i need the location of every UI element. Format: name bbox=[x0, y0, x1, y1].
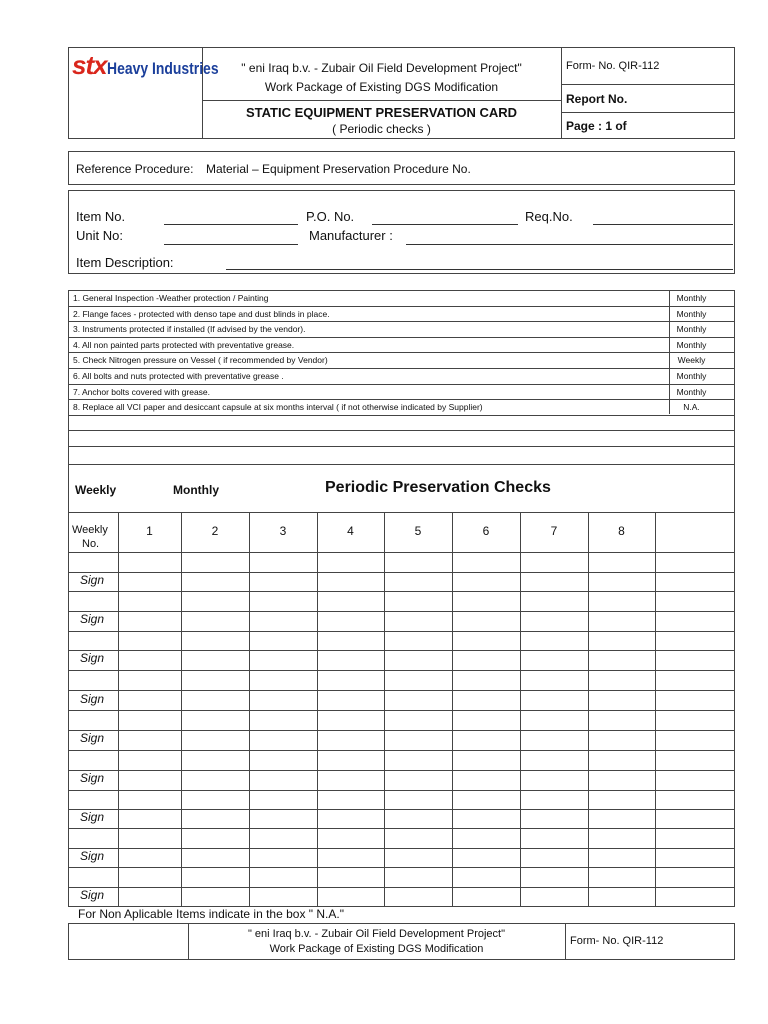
check-item-frequency: Monthly bbox=[676, 324, 707, 335]
footer-package-line: Work Package of Existing DGS Modification bbox=[269, 943, 484, 955]
po-no-label: P.O. No. bbox=[306, 209, 355, 224]
column-header: 2 bbox=[211, 524, 219, 538]
weekly-no-label-1: Weekly bbox=[72, 524, 108, 536]
check-item-frequency: Monthly bbox=[676, 371, 707, 381]
footer-form-number: Form- No. QIR-112 bbox=[570, 935, 664, 947]
unit-no-field[interactable] bbox=[164, 244, 298, 245]
check-item-text: 4. All non painted parts protected with preventative grease. bbox=[73, 339, 295, 350]
item-no-field[interactable] bbox=[164, 224, 298, 225]
package-line: Work Package of Existing DGS Modification bbox=[264, 80, 499, 94]
sign-label: Sign bbox=[80, 810, 105, 824]
weekly-no-label-2: No. bbox=[82, 538, 100, 550]
card-subtitle: ( Periodic checks ) bbox=[332, 122, 431, 136]
form-number: Form- No. QIR-112 bbox=[566, 60, 660, 72]
item-description-label: Item Description: bbox=[76, 255, 174, 270]
item-description-field[interactable] bbox=[226, 269, 733, 270]
check-item-frequency: N.A. bbox=[683, 402, 700, 413]
report-number: Report No. bbox=[566, 92, 628, 106]
sign-label: Sign bbox=[80, 692, 105, 706]
check-item-text: 3. Instruments protected if installed (If advised by the vendor). bbox=[73, 324, 306, 335]
card-title: STATIC EQUIPMENT PRESERVATION CARD bbox=[245, 105, 518, 120]
sign-label: Sign bbox=[80, 849, 105, 863]
sign-label: Sign bbox=[80, 573, 105, 587]
check-item-frequency: Weekly bbox=[677, 355, 706, 366]
check-item-frequency: Monthly bbox=[676, 293, 707, 303]
weekly-label: Weekly bbox=[75, 483, 117, 497]
column-header: 6 bbox=[482, 524, 490, 538]
manufacturer-label: Manufacturer : bbox=[309, 228, 393, 243]
check-item-frequency: Monthly bbox=[676, 308, 707, 319]
column-header: 7 bbox=[550, 524, 558, 538]
sign-label: Sign bbox=[80, 731, 105, 745]
po-no-field[interactable] bbox=[372, 224, 518, 225]
reference-label: Reference Procedure: bbox=[76, 162, 194, 176]
column-header: 8 bbox=[618, 524, 625, 538]
req-no-field[interactable] bbox=[593, 224, 733, 225]
check-item-text: 5. Check Nitrogen pressure on Vessel ( if recommended by Vendor) bbox=[73, 355, 328, 366]
check-item-text: 8. Replace all VCI paper and desiccant capsule at six months interval ( if not otherwise indicated by Supplier) bbox=[73, 402, 483, 413]
logo-text: Heavy Industries bbox=[106, 59, 219, 78]
sign-label: Sign bbox=[80, 612, 105, 626]
manufacturer-field[interactable] bbox=[406, 244, 733, 245]
project-line: " eni Iraq b.v. - Zubair Oil Field Development Project" bbox=[241, 61, 522, 75]
check-item-text: 6. All bolts and nuts protected with preventative grease . bbox=[73, 371, 284, 381]
checks-table bbox=[68, 290, 735, 907]
periodic-title: Periodic Preservation Checks bbox=[325, 479, 551, 496]
sign-label: Sign bbox=[80, 888, 105, 902]
footer-project-line: " eni Iraq b.v. - Zubair Oil Field Development Project" bbox=[247, 928, 506, 940]
logo-mark: stx bbox=[72, 50, 107, 80]
column-header: 5 bbox=[414, 524, 422, 538]
column-header: 4 bbox=[347, 524, 354, 538]
unit-no-label: Unit No: bbox=[76, 228, 123, 243]
item-no-label: Item No. bbox=[76, 209, 126, 224]
check-item-frequency: Monthly bbox=[676, 386, 707, 397]
check-item-text: 1. General Inspection -Weather protection / Painting bbox=[73, 293, 269, 303]
sign-label: Sign bbox=[80, 771, 105, 785]
check-item-text: 2. Flange faces - protected with denso tape and dust blinds in place. bbox=[73, 308, 330, 319]
page-indicator: Page : 1 of bbox=[566, 119, 627, 133]
reference-value: Material – Equipment Preservation Procedure No. bbox=[206, 162, 471, 176]
check-item-frequency: Monthly bbox=[676, 339, 707, 350]
column-header: 1 bbox=[146, 524, 153, 538]
sign-label: Sign bbox=[80, 651, 105, 665]
check-item-text: 7. Anchor bolts covered with grease. bbox=[73, 386, 211, 397]
monthly-label: Monthly bbox=[173, 483, 219, 497]
req-no-label: Req.No. bbox=[525, 209, 573, 224]
column-header: 3 bbox=[279, 524, 287, 538]
na-note: For Non Aplicable Items indicate in the box " N.A." bbox=[78, 907, 344, 921]
